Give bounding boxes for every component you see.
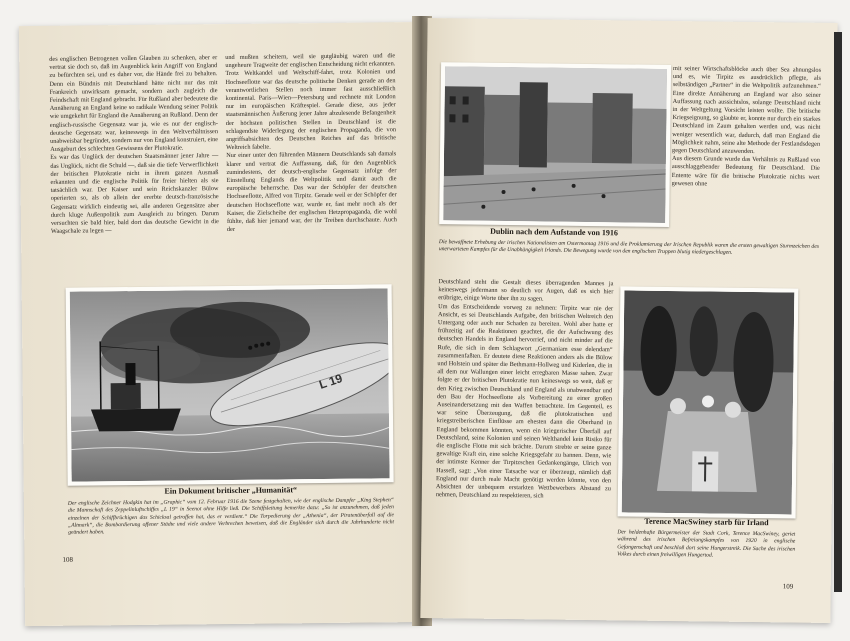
- dublin-caption-body: Die bewaffnete Erhebung der irischen Nationalisten am Ostermontag 1916 und die Proklamierung der Irischen Republik waren die ersten gewaltigen Sturmzeichen des unerwarteten Kampfes für die Unabhängigkeit Irlands. Die Bewegung wurde von den englischen Truppen blutig niedergeschlagen.: [438, 239, 819, 257]
- dublin-ruins-illustration: [443, 66, 667, 223]
- zeppelin-photo: [66, 284, 394, 485]
- macswiney-funeral-illustration: [622, 290, 795, 514]
- open-book: [14, 12, 842, 632]
- left-page: [19, 22, 423, 626]
- left-page-number: 108: [62, 555, 74, 564]
- zeppelin-illustration: [70, 288, 390, 481]
- page-edge-shadow: [834, 32, 842, 592]
- right-text-column-main: Deutschland steht die Gestalt dieses überragenden Mannes ja keineswegs jedermann so deutlich vor Augen, daß es sich hier erübrigte, einige Worte über ihn zu sagen. Um das Entscheidende vorweg zu nehmen: Tirpitz war nie der Ansicht, es sei Deutschlands Aufgabe, den britischen Weltreich den Untergang oder auch nur Schaden zu bereiten. Wohl aber hatte er frühzeitig auf die Reaktionen geachtet, die der Aufschwung des deutschen Handels in England hervorrief, und nicht minder auf die Rufe, die sich in dem Schlagwort „Germaniam esse delendam“ zusammenfaßten. Er deutete diese Reaktionen anders als die Bülow und Holstein und später die Bethmann-Hollweg und Kiderlen, die in all dem nur Wallungen einer leicht erregbaren Masse sahen. Zwar folgte er der britischen Plutokratie nun keineswegs so weit, daß er den Krieg zwischen Deutschland und England als unabwendbar und den Bau der Hochseeflotte als Vorbereitung zu einer großen Auseinandersetzung mit den Waffen betrachtete. Im Gegenteil, es war seine Überzeugung, daß die plutokratischen und kriegstreiberischen Einflüsse am ehesten dann die Oberhand in England bekommen könnten, wenn ein kriegerischer Überfall auf Deutschland, seine Kolonien und seinen Welthandel kein Risiko für die englische Flotte mit sich brächte. Darum strebte er seine ganze gewaltige Kraft ein, eine solche Kriegsgefahr zu bannen. Denn, wie der intimste Kenner der Tirpitzschen Gedankengänge, Ulrich von Hassell, sagt: „Von einer Tatsache war er überzeugt, nämlich daß England nur durch reale Macht genötigt werden könnte, von den Absichten der unbequem erstarkten Wettbewerbers Abstand zu nehmen, Deutschland zu respektieren, sich: [435, 278, 614, 500]
- macswiney-caption-body: Der heldenhafte Bürgermeister der Stadt Cork, Terence MacSwiney, geriet während des irischen Befreiungskampfes von 1920 in englische Gefangenschaft und beschloß dort seine Hungerstreik. Die Sache des irischen Volkes durch einen freiwilligen Hungertod.: [617, 529, 796, 559]
- right-text-column-top: mit seiner Wirtschaftsblöcke auch über Sea ahnungslos und es, wie Tirpitz es ausdrücklich pflegte, als selbständigen „Partner“ in die Weltpolitik aufzunehmen.“ Eine direkte Annäherung an England war also seiner Auffassung nach aussichtslos, solange Deutschland nicht in der Weltgeltung Vorsicht leisten wollte. Die britische Kriegseignung, so glaubte er, konnte nur durch ein starkes Deutschland im Zaum gehalten werden und, was nicht weniger wesentlich war, dadurch, daß man England die Möglichkeit nahm, seine alte Methode der Festlandsdegen gegen Deutschland anzuwenden. Aus diesem Grunde wurde das Verhältnis zu Rußland von ausschlaggebender Bedeutung für Deutschland. Die Entente wäre für die britische Plutokratie nichts wert gewesen ohne: [671, 65, 822, 188]
- macswiney-photo: [618, 286, 799, 518]
- left-text-column-2: und mußten scheitern, weil sie gutgläubig waren und die ungeheure Tragweite der englischen Entscheidung nicht erkannten. Trotz Weltkandel und Weltschiff-fahrt, trotz Kolonien und Hochseeflotte war das deutsche politische Denken gerade an den verantwortlichen Stellen noch immer fast ausschließlich kontinental. Paris—Wien—Petersburg und rechnete mit London nur im europäischen Kräftespiel. Gerade diese, aus jeder staatsmännischen Äußerung jener Jahre abzulesende Befangenheit der höchsten politischen Stellen in Deutschland ist die schlagendste Widerlegung der englischen Propaganda, die von angriffsabsichten des Deutschen Reiches auf das britische Weltreich fabelte. Nur einer unter den führenden Männern Deutschlands sah damals klarer und vertrat die Auffassung, daß, für den Augenblick zumindestens, der deutsch-englische Gegensatz infolge der Einstellung Englands die Weltpolitik und damit auch die europäische beherrsche. Das war der Schöpfer der deutschen Hochseeflotte, Alfred von Tirpitz. Gerade weil er der Schöpfer der deutschen Hochseeflotte war, wurde er, fast mehr noch als der Kaiser, die Zielscheibe der englischen Hetzpropaganda, die wohl fühlte, daß hier jemand war, der ihr Treiben durchschaute. Auch der: [225, 52, 397, 234]
- left-text-column-1: des englischen Betrogenen vollen Glauben zu schenken, aber er vertrat sie doch so, daß im Augenblick kein Angriff von England zu befürchten sei, und es daher vor, die Hände frei zu behalten. Denn ein Bündnis mit Deutschland hätte nicht nur das mit Frankreich unwirksam gemacht, sondern auch zugleich die Feindschaft mit England gebracht. Für Rußland aber bedeutete die Annäherung an England keine so radikale Wendung seiner Politik wie umgekehrt für England die Annäherung an Rußland. Denn der englisch-russische Gegensatz war ja, wie es nur der englisch-deutsche Gegensatz war, keineswegs in den Weltverhältnissen unabweisbar begründet, sondern nur von England konstruiert, eine Ausgeburt des schlechten Gewissens der Plutokratie. Es war das Unglück der deutschen Staatsmänner jener Jahre — das Unglück, nicht die Schuld —, daß sie die tiefe Verwerflichkeit der britischen Plutokratie nicht in ihrem ganzen Ausmaß erkannten und die englische Politik für freier hielten als sie tatsächlich war. Der Kaiser und sein Reichskanzler Bülow operierten so, als ob allein der ererbte deutsch-französische Gegensatz wirklich eindeutig sei, alle anderen Gegensätze aber durch kluge Außenpolitik zum Ausgleich zu bringen. Darum versuchten sie bald hier, bald dort das deutsche Gewicht in die Waagschale zu legen —: [49, 54, 219, 236]
- dublin-caption-title: Dublin nach dem Aufstande von 1916: [490, 226, 619, 238]
- zeppelin-caption-title: Ein Dokument britischer „Humanität“: [164, 485, 298, 496]
- dublin-photo: [439, 62, 671, 227]
- macswiney-caption-title: Terence MacSwiney starb für Irland: [644, 516, 769, 528]
- right-page: [420, 18, 837, 623]
- zeppelin-caption-body: Der englische Zeichner Hodgkin hat im „Graphic“ vom 12. Februar 1916 die Szene festgehalten, wie der englische Dampfer „King Stephen“ die Mannschaft des Zeppelinluftschiffes „L 19“ in Seenot ohne Hilfe ließ. Die Schiffsleitung bemerkte dazu: „So ist anzunehmen, daß jeden einzelnen der Schiffbrüchigen das Schicksal getroffen hat, das er verdient.“ Die Torpedierung der „Athenia“, der Piratenüberfall auf die „Altmark“, die Bombardierung offener Städte und viele andere Verbrechen beweisen, daß die Engländer sich durch die Jahrhunderte nicht geändert haben.: [67, 497, 395, 536]
- right-page-number: 109: [782, 582, 794, 591]
- svg-text:L 19: L 19: [317, 371, 345, 392]
